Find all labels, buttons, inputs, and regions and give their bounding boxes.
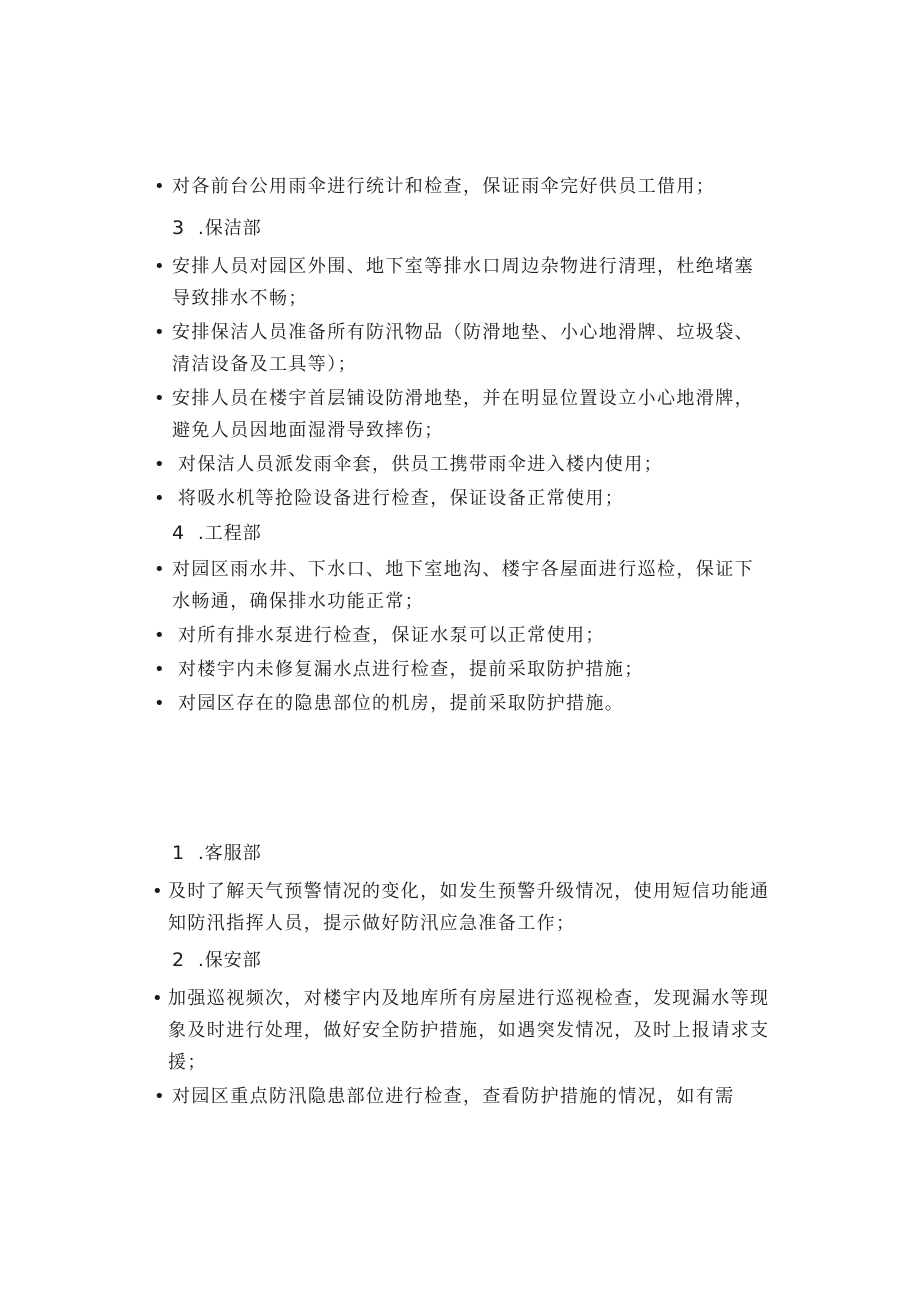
section-heading-security — [150, 944, 770, 977]
list-item — [150, 654, 770, 686]
list-item — [150, 688, 770, 720]
section-b — [150, 837, 770, 1115]
list-item — [150, 317, 770, 381]
heading-title: .保安部 — [198, 950, 262, 971]
section-heading-customer-service — [150, 837, 770, 870]
list-item-text: 安排人员在楼宇首层铺设防滑地垫，并在明显位置设立小心地滑牌，避免人员因地面湿滑导致摔伤； — [172, 388, 754, 441]
list-item — [150, 383, 770, 447]
bullet-dot: • — [154, 488, 167, 509]
bullet-dot: • — [154, 388, 167, 409]
bullet-dot: • — [154, 454, 167, 475]
list-item-text: 对园区重点防汛隐患部位进行检查，查看防护措施的情况，如有需 — [172, 1086, 735, 1107]
section-heading-engineering — [150, 517, 770, 550]
bullet-dot: • — [152, 881, 165, 902]
bullet-dot: • — [154, 176, 167, 197]
list-item — [150, 251, 770, 315]
bullet-dot: • — [154, 322, 167, 343]
bullet-dot: • — [154, 659, 167, 680]
bullet-dot: • — [154, 1086, 167, 1107]
list-item — [150, 1081, 770, 1113]
heading-number: 4 — [172, 522, 186, 544]
heading-title: .工程部 — [198, 523, 262, 544]
list-item — [150, 171, 770, 203]
list-item — [150, 554, 770, 618]
list-item-text: 将吸水机等抢险设备进行检查，保证设备正常使用； — [178, 488, 625, 509]
list-item-text: 安排人员对园区外围、地下室等排水口周边杂物进行清理，杜绝堵塞导致排水不畅； — [172, 256, 754, 309]
list-item-text: 对所有排水泵进行检查，保证水泵可以正常使用； — [178, 625, 605, 646]
section-a — [150, 171, 770, 722]
bullet-dot: • — [154, 256, 167, 277]
heading-number: 2 — [172, 949, 186, 971]
list-item-text: 对园区雨水井、下水口、地下室地沟、楼宇各屋面进行巡检，保证下水畅通，确保排水功能正常； — [172, 559, 754, 612]
list-item — [150, 983, 770, 1079]
bullet-dot: • — [152, 988, 165, 1009]
list-item-text: 对保洁人员派发雨伞套，供员工携带雨伞进入楼内使用； — [178, 454, 663, 475]
list-item-text: 对各前台公用雨伞进行统计和检查，保证雨伞完好供员工借用； — [172, 176, 716, 197]
bullet-dot: • — [154, 693, 167, 714]
heading-title: .保洁部 — [198, 218, 262, 239]
list-item-text: 加强巡视频次，对楼宇内及地库所有房屋进行巡视检查，发现漏水等现象及时进行处理，做好安全防护措施，如遇突发情况，及时上报请求支援； — [168, 988, 770, 1073]
section-heading-cleaning — [150, 212, 770, 245]
bullet-dot: • — [154, 625, 167, 646]
heading-title: .客服部 — [198, 843, 262, 864]
heading-number: 3 — [172, 217, 186, 239]
list-item-text: 安排保洁人员准备所有防汛物品（防滑地垫、小心地滑牌、垃圾袋、清洁设备及工具等）； — [172, 322, 754, 375]
list-item-text: 对园区存在的隐患部位的机房，提前采取防护措施。 — [178, 693, 625, 714]
list-item — [150, 483, 770, 515]
bullet-dot: • — [154, 559, 167, 580]
heading-number: 1 — [172, 842, 186, 864]
list-item — [150, 876, 770, 940]
list-item-text: 对楼宇内未修复漏水点进行检查，提前采取防护措施； — [178, 659, 644, 680]
list-item — [150, 620, 770, 652]
list-item — [150, 449, 770, 481]
list-item-text: 及时了解天气预警情况的变化，如发生预警升级情况，使用短信功能通知防汛指挥人员，提示做好防汛应急准备工作； — [168, 881, 770, 934]
